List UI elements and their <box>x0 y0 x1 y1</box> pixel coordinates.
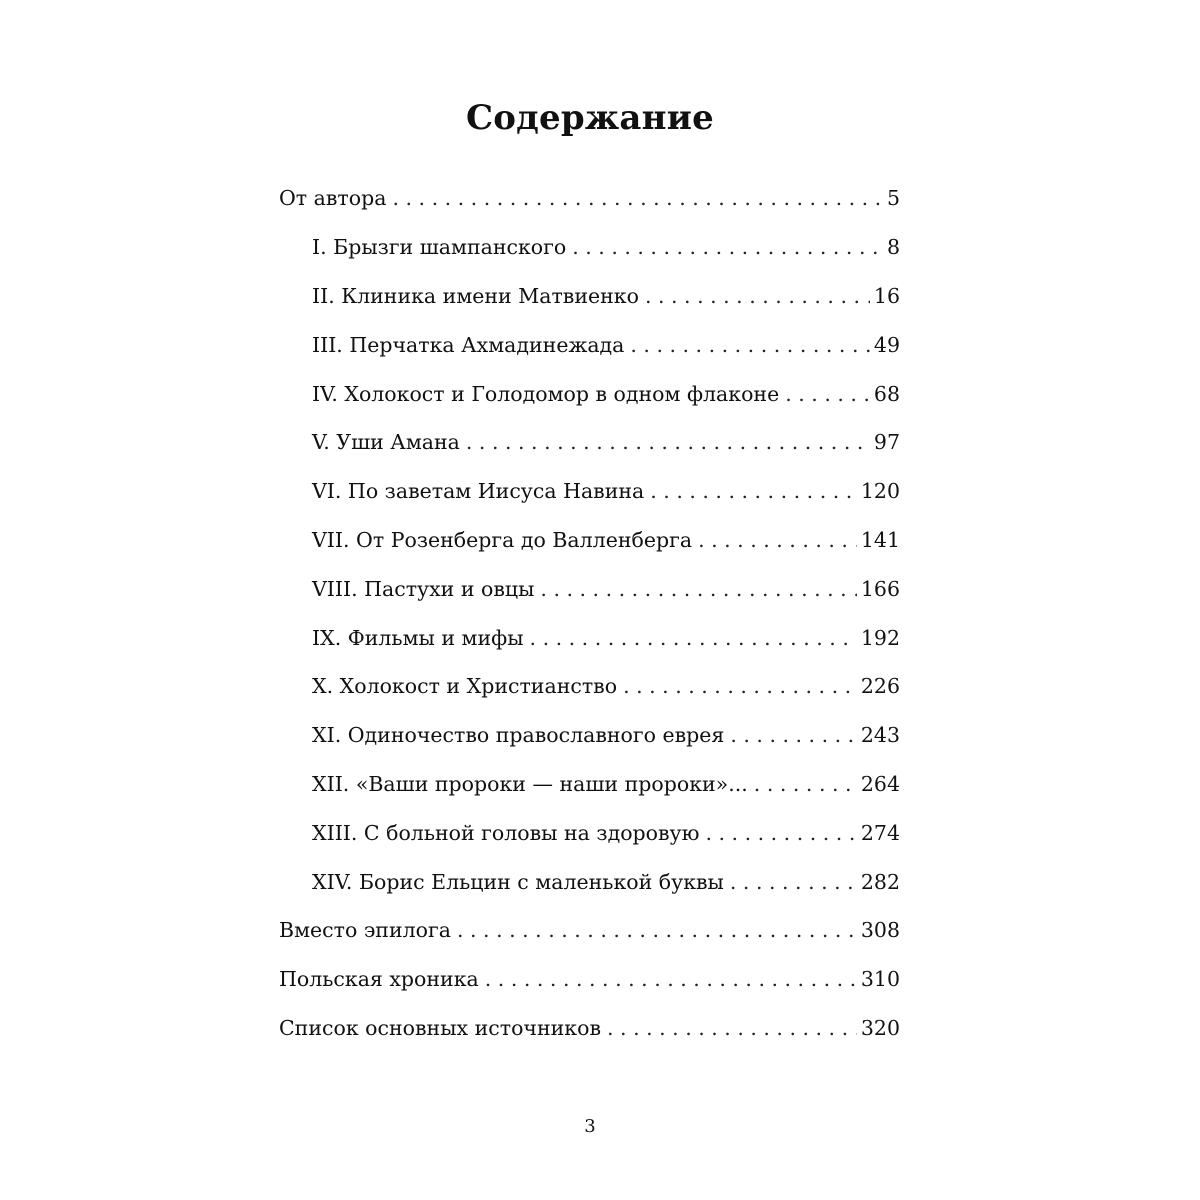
dot-leader <box>730 723 857 747</box>
dot-leader <box>457 918 857 942</box>
toc-entry-page: 274 <box>860 820 900 845</box>
toc-entry-label: XIV. Борис Ельцин с маленькой буквы <box>312 869 724 894</box>
toc-entry-page: 264 <box>860 771 900 796</box>
dot-leader <box>645 284 870 308</box>
toc-entry <box>279 369 900 418</box>
toc-entry-label: Польская хроника <box>279 967 479 992</box>
toc-entry-page: 243 <box>860 723 900 748</box>
toc-entry <box>279 320 900 369</box>
toc-entry-label: Список основных источников <box>279 1015 601 1040</box>
toc-entry-page: 310 <box>860 967 900 992</box>
toc-entry-page: 282 <box>860 869 900 894</box>
toc-entry-page: 16 <box>873 283 900 308</box>
toc-entry-label: XI. Одиночество православного еврея <box>312 723 725 748</box>
toc-entry-label: XIII. С больной головы на здоровую <box>312 820 700 845</box>
toc-entry-page: 49 <box>873 332 900 357</box>
toc-entry-label: От автора <box>279 186 387 211</box>
toc-entry-label: III. Перчатка Ахмадинежада <box>312 332 625 357</box>
toc-entry-label: VII. От Розенберга до Валленберга <box>312 527 693 552</box>
toc-entry-page: 308 <box>860 918 900 943</box>
toc-entry-label: VIII. Пастухи и овцы <box>312 576 535 601</box>
toc-entry-label: VI. По заветам Иисуса Навина <box>312 479 645 504</box>
dot-leader <box>785 382 870 406</box>
toc-entry <box>279 467 900 516</box>
toc-entry-page: 68 <box>873 381 900 406</box>
dot-leader <box>485 967 857 991</box>
dot-leader <box>730 870 857 894</box>
toc-entry <box>279 906 900 955</box>
dot-leader <box>607 1016 857 1040</box>
toc-entry-label: Вместо эпилога <box>279 918 451 943</box>
toc-entry-page: 141 <box>860 527 900 552</box>
toc-entry-label: XII. «Ваши пророки — наши пророки»... <box>312 771 748 796</box>
toc-entry-label: V. Уши Амана <box>312 430 460 455</box>
dot-leader <box>630 333 870 357</box>
dot-leader <box>530 626 857 650</box>
toc-entry-page: 226 <box>860 674 900 699</box>
dot-leader <box>623 674 857 698</box>
toc-entry-label: IX. Фильмы и мифы <box>312 625 524 650</box>
toc-entry-page: 192 <box>860 625 900 650</box>
toc-entry <box>279 808 900 857</box>
dot-leader <box>754 772 857 796</box>
toc-entry <box>279 516 900 565</box>
toc-entry-label: IV. Холокост и Голодомор в одном флаконе <box>312 381 780 406</box>
toc-entry-page: 5 <box>886 186 900 211</box>
toc-entry <box>279 418 900 467</box>
toc-entry <box>279 564 900 613</box>
toc-entry <box>279 711 900 760</box>
page-title: Содержание <box>466 98 714 138</box>
toc-entry <box>279 1004 900 1053</box>
toc-entry-page: 166 <box>860 576 900 601</box>
toc-entry <box>279 223 900 272</box>
toc-entry-page: 120 <box>860 479 900 504</box>
toc-entry-label: I. Брызги шампанского <box>312 235 567 260</box>
toc-entry-page: 97 <box>873 430 900 455</box>
dot-leader <box>650 479 857 503</box>
toc-entry-label: II. Клиника имени Матвиенко <box>312 283 639 308</box>
toc-entry-label: X. Холокост и Христианство <box>312 674 618 699</box>
page-number: 3 <box>584 1116 596 1137</box>
toc-entry <box>279 857 900 906</box>
toc-entry <box>279 662 900 711</box>
dot-leader <box>466 430 870 454</box>
dot-leader <box>698 528 857 552</box>
table-of-contents <box>279 174 900 1052</box>
dot-leader <box>705 821 856 845</box>
toc-entry-page: 8 <box>886 235 900 260</box>
toc-entry <box>279 760 900 809</box>
dot-leader <box>392 186 882 210</box>
toc-entry <box>279 272 900 321</box>
toc-entry <box>279 174 900 223</box>
dot-leader <box>572 235 883 259</box>
dot-leader <box>540 577 856 601</box>
toc-entry <box>279 955 900 1004</box>
toc-entry-page: 320 <box>860 1015 900 1040</box>
toc-entry <box>279 613 900 662</box>
